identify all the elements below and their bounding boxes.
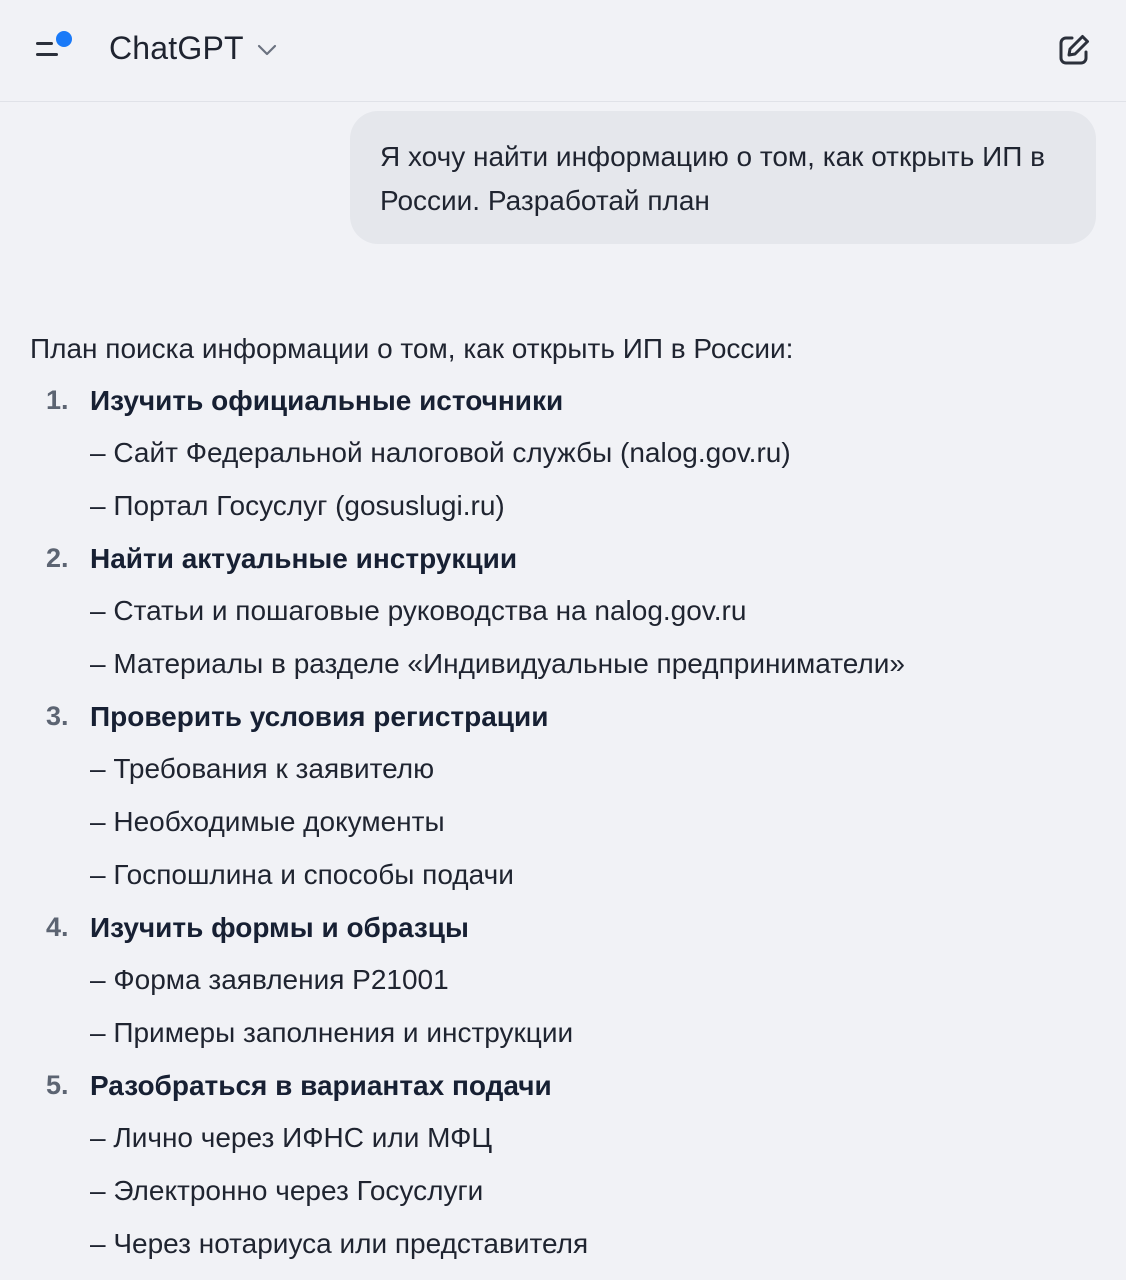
plan-step-sublist [30,743,1100,901]
plan-step-header [30,1059,1100,1112]
plan-step-title: Изучить формы и образцы [90,912,469,944]
assistant-message [30,324,1100,1270]
plan-sub-item: – Примеры заполнения и инструкции [90,1016,574,1048]
user-message-bubble [350,111,1096,244]
plan-sub-item: – Лично через ИФНС или МФЦ [90,1122,493,1154]
menu-with-notification-dot-icon [30,28,78,68]
plan-sub-item: – Электронно через Госуслуги [90,1174,484,1206]
plan-step-number: 3. [46,701,69,732]
plan-step-title: Разобраться в вариантах подачи [90,1070,552,1102]
plan-step-header [30,532,1100,585]
model-selector[interactable] [109,26,278,70]
plan-sub-item: – Сайт Федеральной налоговой службы (nalog.gov.ru) [90,437,791,468]
plan-step-title: Проверить условия регистрации [90,701,549,733]
plan-sub-item: – Материалы в разделе «Индивидуальные предприниматели» [90,647,905,679]
plan-step-sublist [30,585,1100,690]
plan-list [30,374,1100,1270]
plan-step-header [30,690,1100,743]
new-chat-button[interactable] [1054,30,1094,70]
app-header [0,0,1126,102]
plan-step [30,374,1100,532]
plan-sub-item: – Статьи и пошаговые руководства на nalog.gov.ru [90,595,747,627]
plan-sub-item: – Форма заявления Р21001 [90,964,449,996]
plan-sub-item: – Портал Госуслуг (gosuslugi.ru) [90,489,505,521]
plan-step [30,532,1100,690]
plan-step [30,690,1100,901]
plan-sub-item: – Необходимые документы [90,805,445,837]
plan-sub-item: – Госпошлина и способы подачи [90,858,514,890]
user-message-text: Я хочу найти информацию о том, как открыть ИП в России. Разработай план [380,141,1046,216]
assistant-intro: План поиска информации о том, как открыть ИП в России: [30,333,794,364]
plan-step-number: 1. [46,385,69,415]
plan-step-title: Изучить официальные источники [90,385,564,416]
plan-sub-item: – Через нотариуса или представителя [90,1227,589,1259]
model-name: ChatGPT [109,29,244,66]
sidebar-menu-button[interactable] [30,28,78,68]
plan-step [30,901,1100,1059]
plan-step-sublist [30,954,1100,1059]
plan-step-number: 2. [46,543,69,574]
plan-step-header [30,374,1100,427]
edit-pencil-icon [1054,30,1094,70]
plan-step-header [30,901,1100,954]
plan-step-number: 5. [46,1070,69,1101]
plan-step [30,1059,1100,1270]
plan-step-title: Найти актуальные инструкции [90,543,518,575]
plan-step-sublist [30,1112,1100,1270]
plan-step-sublist [30,427,1100,532]
plan-step-number: 4. [46,912,69,943]
plan-sub-item: – Требования к заявителю [90,753,435,785]
chevron-down-icon [256,43,278,57]
